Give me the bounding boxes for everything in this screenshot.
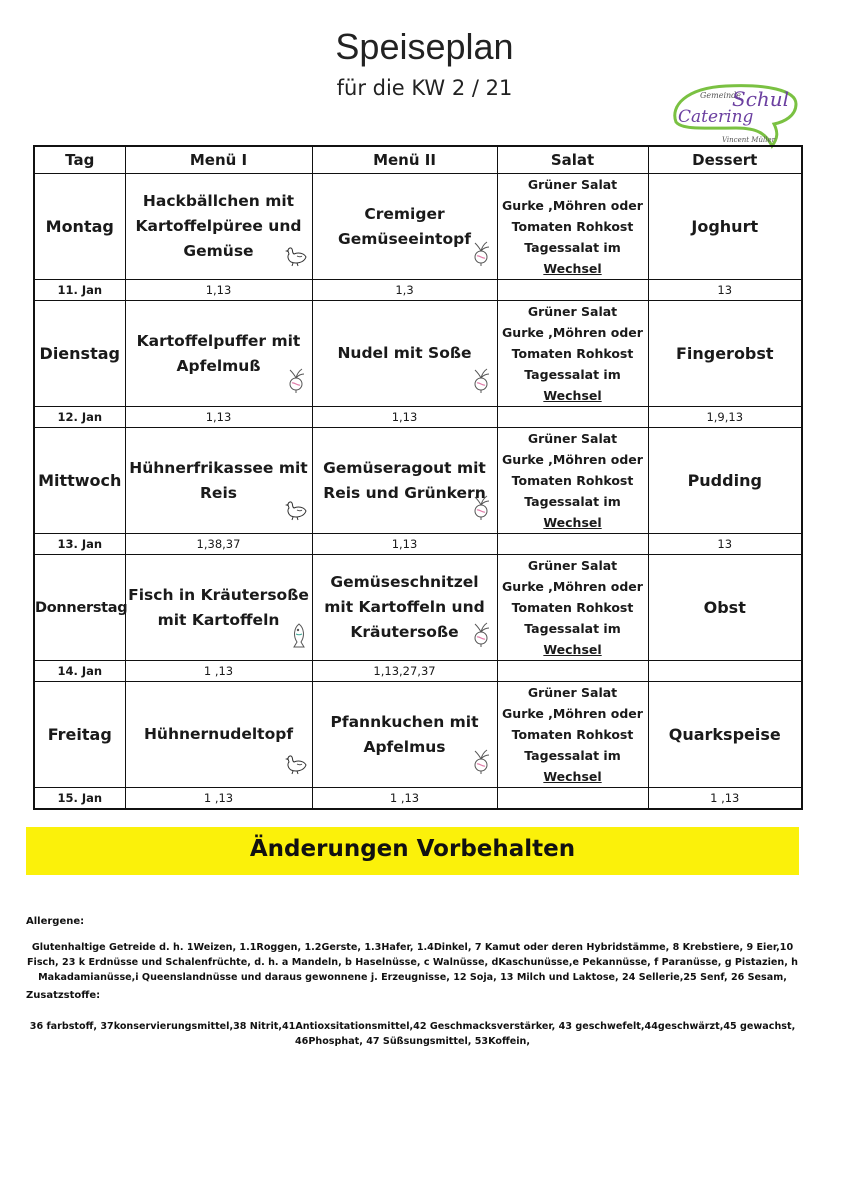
text-line: Grüner Salat xyxy=(527,558,618,573)
allergen-code-salad xyxy=(497,534,648,555)
beet-icon xyxy=(471,241,491,275)
allergen-code-menu1: 1,13 xyxy=(125,280,312,301)
col-header-tag: Tag xyxy=(34,146,125,174)
table-row xyxy=(34,428,802,534)
beet-icon xyxy=(471,749,491,783)
text-line: Gemüseeintopf xyxy=(338,229,471,248)
text-line: Tagessalat im xyxy=(524,621,621,636)
notice-banner xyxy=(26,827,799,875)
day-date: 11. Jan xyxy=(34,280,125,301)
salad-cell xyxy=(497,428,648,534)
text-line: Wechsel xyxy=(543,388,602,403)
text-line: Gurke ,Möhren oder xyxy=(502,452,643,467)
allergen-code-menu1: 1,38,37 xyxy=(125,534,312,555)
text-line: Tomaten Rohkost xyxy=(511,219,634,234)
text-line: Tagessalat im xyxy=(524,240,621,255)
beet-icon xyxy=(471,495,491,529)
menu1-cell xyxy=(125,428,312,534)
beet-icon xyxy=(286,368,306,402)
text-line: Tomaten Rohkost xyxy=(511,346,634,361)
text-line: Tagessalat im xyxy=(524,367,621,382)
allergen-code-salad xyxy=(497,280,648,301)
allergen-code-dessert: 1 ,13 xyxy=(648,788,802,810)
text-line: Wechsel xyxy=(543,642,602,657)
allergen-code-row xyxy=(34,788,802,810)
menu2-cell xyxy=(312,301,497,407)
menu2-cell xyxy=(312,174,497,280)
text-line: Gurke ,Möhren oder xyxy=(502,198,643,213)
text-line: Wechsel xyxy=(543,769,602,784)
text-line: Grüner Salat xyxy=(527,685,618,700)
allergen-code-menu2: 1,13 xyxy=(312,534,497,555)
allergen-code-menu2: 1 ,13 xyxy=(312,788,497,810)
additives-heading: Zusatzstoffe: xyxy=(26,990,101,1001)
menu2-cell xyxy=(312,555,497,661)
text-line: Apfelmus xyxy=(363,737,446,756)
chicken-icon xyxy=(282,753,308,783)
text-line: Tagessalat im xyxy=(524,748,621,763)
svg-text:Catering: Catering xyxy=(678,107,754,127)
text-line: Reis xyxy=(200,483,237,502)
text-line: Hühnerfrikassee mit xyxy=(129,458,308,477)
salad-cell xyxy=(497,174,648,280)
col-header-menu1: Menü I xyxy=(125,146,312,174)
text-line: Wechsel xyxy=(543,261,602,276)
col-header-menu2: Menü II xyxy=(312,146,497,174)
text-line: Pfannkuchen mit xyxy=(330,712,479,731)
salad-cell xyxy=(497,682,648,788)
text-line: Kartoffelpüree und xyxy=(135,217,302,235)
text-line: Gurke ,Möhren oder xyxy=(502,706,643,721)
text-line: Tomaten Rohkost xyxy=(511,600,634,615)
svg-text:Schul: Schul xyxy=(732,87,790,111)
allergens-heading: Allergene: xyxy=(26,916,85,927)
additives-text: 36 farbstoff, 37konservierungsmittel,38 Nitrit,41Antioxsitationsmittel,42 Geschmacksverstärker, 43 geschwefelt,44geschwärzt,45 gewachst, 46Phosphat, 47 Süßsungsmittel, 53Koffein, xyxy=(29,1021,796,1047)
allergen-code-menu2: 1,13 xyxy=(312,407,497,428)
dessert-cell: Obst xyxy=(648,555,802,661)
day-name: Donnerstag xyxy=(34,555,125,661)
chicken-icon xyxy=(282,245,308,275)
text-line: mit Kartoffeln und xyxy=(324,598,485,616)
text-line: Grüner Salat xyxy=(527,177,618,192)
menu2-cell xyxy=(312,682,497,788)
day-date: 15. Jan xyxy=(34,788,125,810)
day-name: Dienstag xyxy=(34,301,125,407)
day-name: Mittwoch xyxy=(34,428,125,534)
menu2-cell xyxy=(312,428,497,534)
menu-table xyxy=(33,145,803,810)
table-row xyxy=(34,301,802,407)
day-date: 13. Jan xyxy=(34,534,125,555)
text-line: Tomaten Rohkost xyxy=(511,727,634,742)
dessert-cell: Pudding xyxy=(648,428,802,534)
text-line: Reis und Grünkern xyxy=(323,483,486,502)
text-line: Gurke ,Möhren oder xyxy=(502,579,643,594)
day-name: Montag xyxy=(34,174,125,280)
text-line: Kartoffelpuffer mit xyxy=(136,331,301,350)
allergen-code-menu1: 1,13 xyxy=(125,407,312,428)
text-line: Gemüseragout mit xyxy=(323,458,486,477)
text-line: Grüner Salat xyxy=(527,304,618,319)
col-header-salat: Salat xyxy=(497,146,648,174)
table-header-row xyxy=(34,146,802,174)
text-line: Gemüse xyxy=(183,242,254,260)
allergen-code-row xyxy=(34,407,802,428)
day-date: 12. Jan xyxy=(34,407,125,428)
allergen-code-menu2: 1,3 xyxy=(312,280,497,301)
dessert-cell: Quarkspeise xyxy=(648,682,802,788)
menu1-cell xyxy=(125,555,312,661)
beet-icon xyxy=(471,622,491,656)
allergen-code-menu1: 1 ,13 xyxy=(125,661,312,682)
allergen-code-row xyxy=(34,280,802,301)
text-line: Wechsel xyxy=(543,515,602,530)
menu1-cell xyxy=(125,682,312,788)
table-row xyxy=(34,682,802,788)
col-header-dessert: Dessert xyxy=(648,146,802,174)
menu1-cell xyxy=(125,301,312,407)
text-line: Tomaten Rohkost xyxy=(511,473,634,488)
salad-cell xyxy=(497,301,648,407)
text-line: Hackbällchen mit xyxy=(142,192,295,210)
svg-text:Gemeinde: Gemeinde xyxy=(700,91,742,100)
menu1-cell xyxy=(125,174,312,280)
salad-cell xyxy=(497,555,648,661)
allergens-text: Glutenhaltige Getreide d. h. 1Weizen, 1.1Roggen, 1.2Gerste, 1.3Hafer, 1.4Dinkel, 7 Kamut oder deren Hybridstämme, 8 Krebstiere, 9 Eier,10 Fisch, 23 k Erdnüsse und Schalenfrüchte, d. h. a Mandeln, b Haselnüsse, c Walnüsse, dKaschunüsse,e Pekannüsse, f Paranüsse, g Pistazien, h Makadamianüsse,i Queenslandnüsse und daraus gewonnene j. Erzeugnisse, 12 Soja, 13 Milch und Laktose, 24 Sellerie,25 Senf, 26 Sesam, xyxy=(26,942,799,983)
text-line: Nudel mit Soße xyxy=(337,344,472,362)
notice-text: Änderungen Vorbehalten xyxy=(249,836,576,862)
beet-icon xyxy=(471,368,491,402)
allergen-code-salad xyxy=(497,788,648,810)
allergen-code-dessert: 13 xyxy=(648,534,802,555)
text-line: Hühnernudeltopf xyxy=(143,725,294,743)
allergen-code-row xyxy=(34,661,802,682)
text-line: mit Kartoffeln xyxy=(157,610,280,629)
text-line: Kräutersoße xyxy=(350,623,459,641)
allergen-code-menu2: 1,13,27,37 xyxy=(312,661,497,682)
allergen-code-menu1: 1 ,13 xyxy=(125,788,312,810)
text-line: Gurke ,Möhren oder xyxy=(502,325,643,340)
table-row xyxy=(34,174,802,280)
text-line: Cremiger xyxy=(364,204,445,223)
text-line: Gemüseschnitzel xyxy=(330,573,479,591)
page-subtitle: für die KW 2 / 21 xyxy=(336,76,513,100)
allergen-code-salad xyxy=(497,407,648,428)
svg-text:Vincent Müller: Vincent Müller xyxy=(722,136,775,144)
text-line: Apfelmuß xyxy=(176,356,261,375)
schul-catering-logo xyxy=(666,76,801,152)
allergen-code-dessert: 1,9,13 xyxy=(648,407,802,428)
day-name: Freitag xyxy=(34,682,125,788)
dessert-cell: Joghurt xyxy=(648,174,802,280)
allergen-code-dessert: 13 xyxy=(648,280,802,301)
page-title: Speiseplan xyxy=(335,26,514,67)
text-line: Grüner Salat xyxy=(527,431,618,446)
chicken-icon xyxy=(282,499,308,529)
dessert-cell: Fingerobst xyxy=(648,301,802,407)
allergen-code-dessert xyxy=(648,661,802,682)
allergen-code-row xyxy=(34,534,802,555)
allergen-code-salad xyxy=(497,661,648,682)
text-line: Tagessalat im xyxy=(524,494,621,509)
fish-icon xyxy=(290,622,308,656)
table-row xyxy=(34,555,802,661)
day-date: 14. Jan xyxy=(34,661,125,682)
text-line: Fisch in Kräutersoße xyxy=(128,585,309,604)
